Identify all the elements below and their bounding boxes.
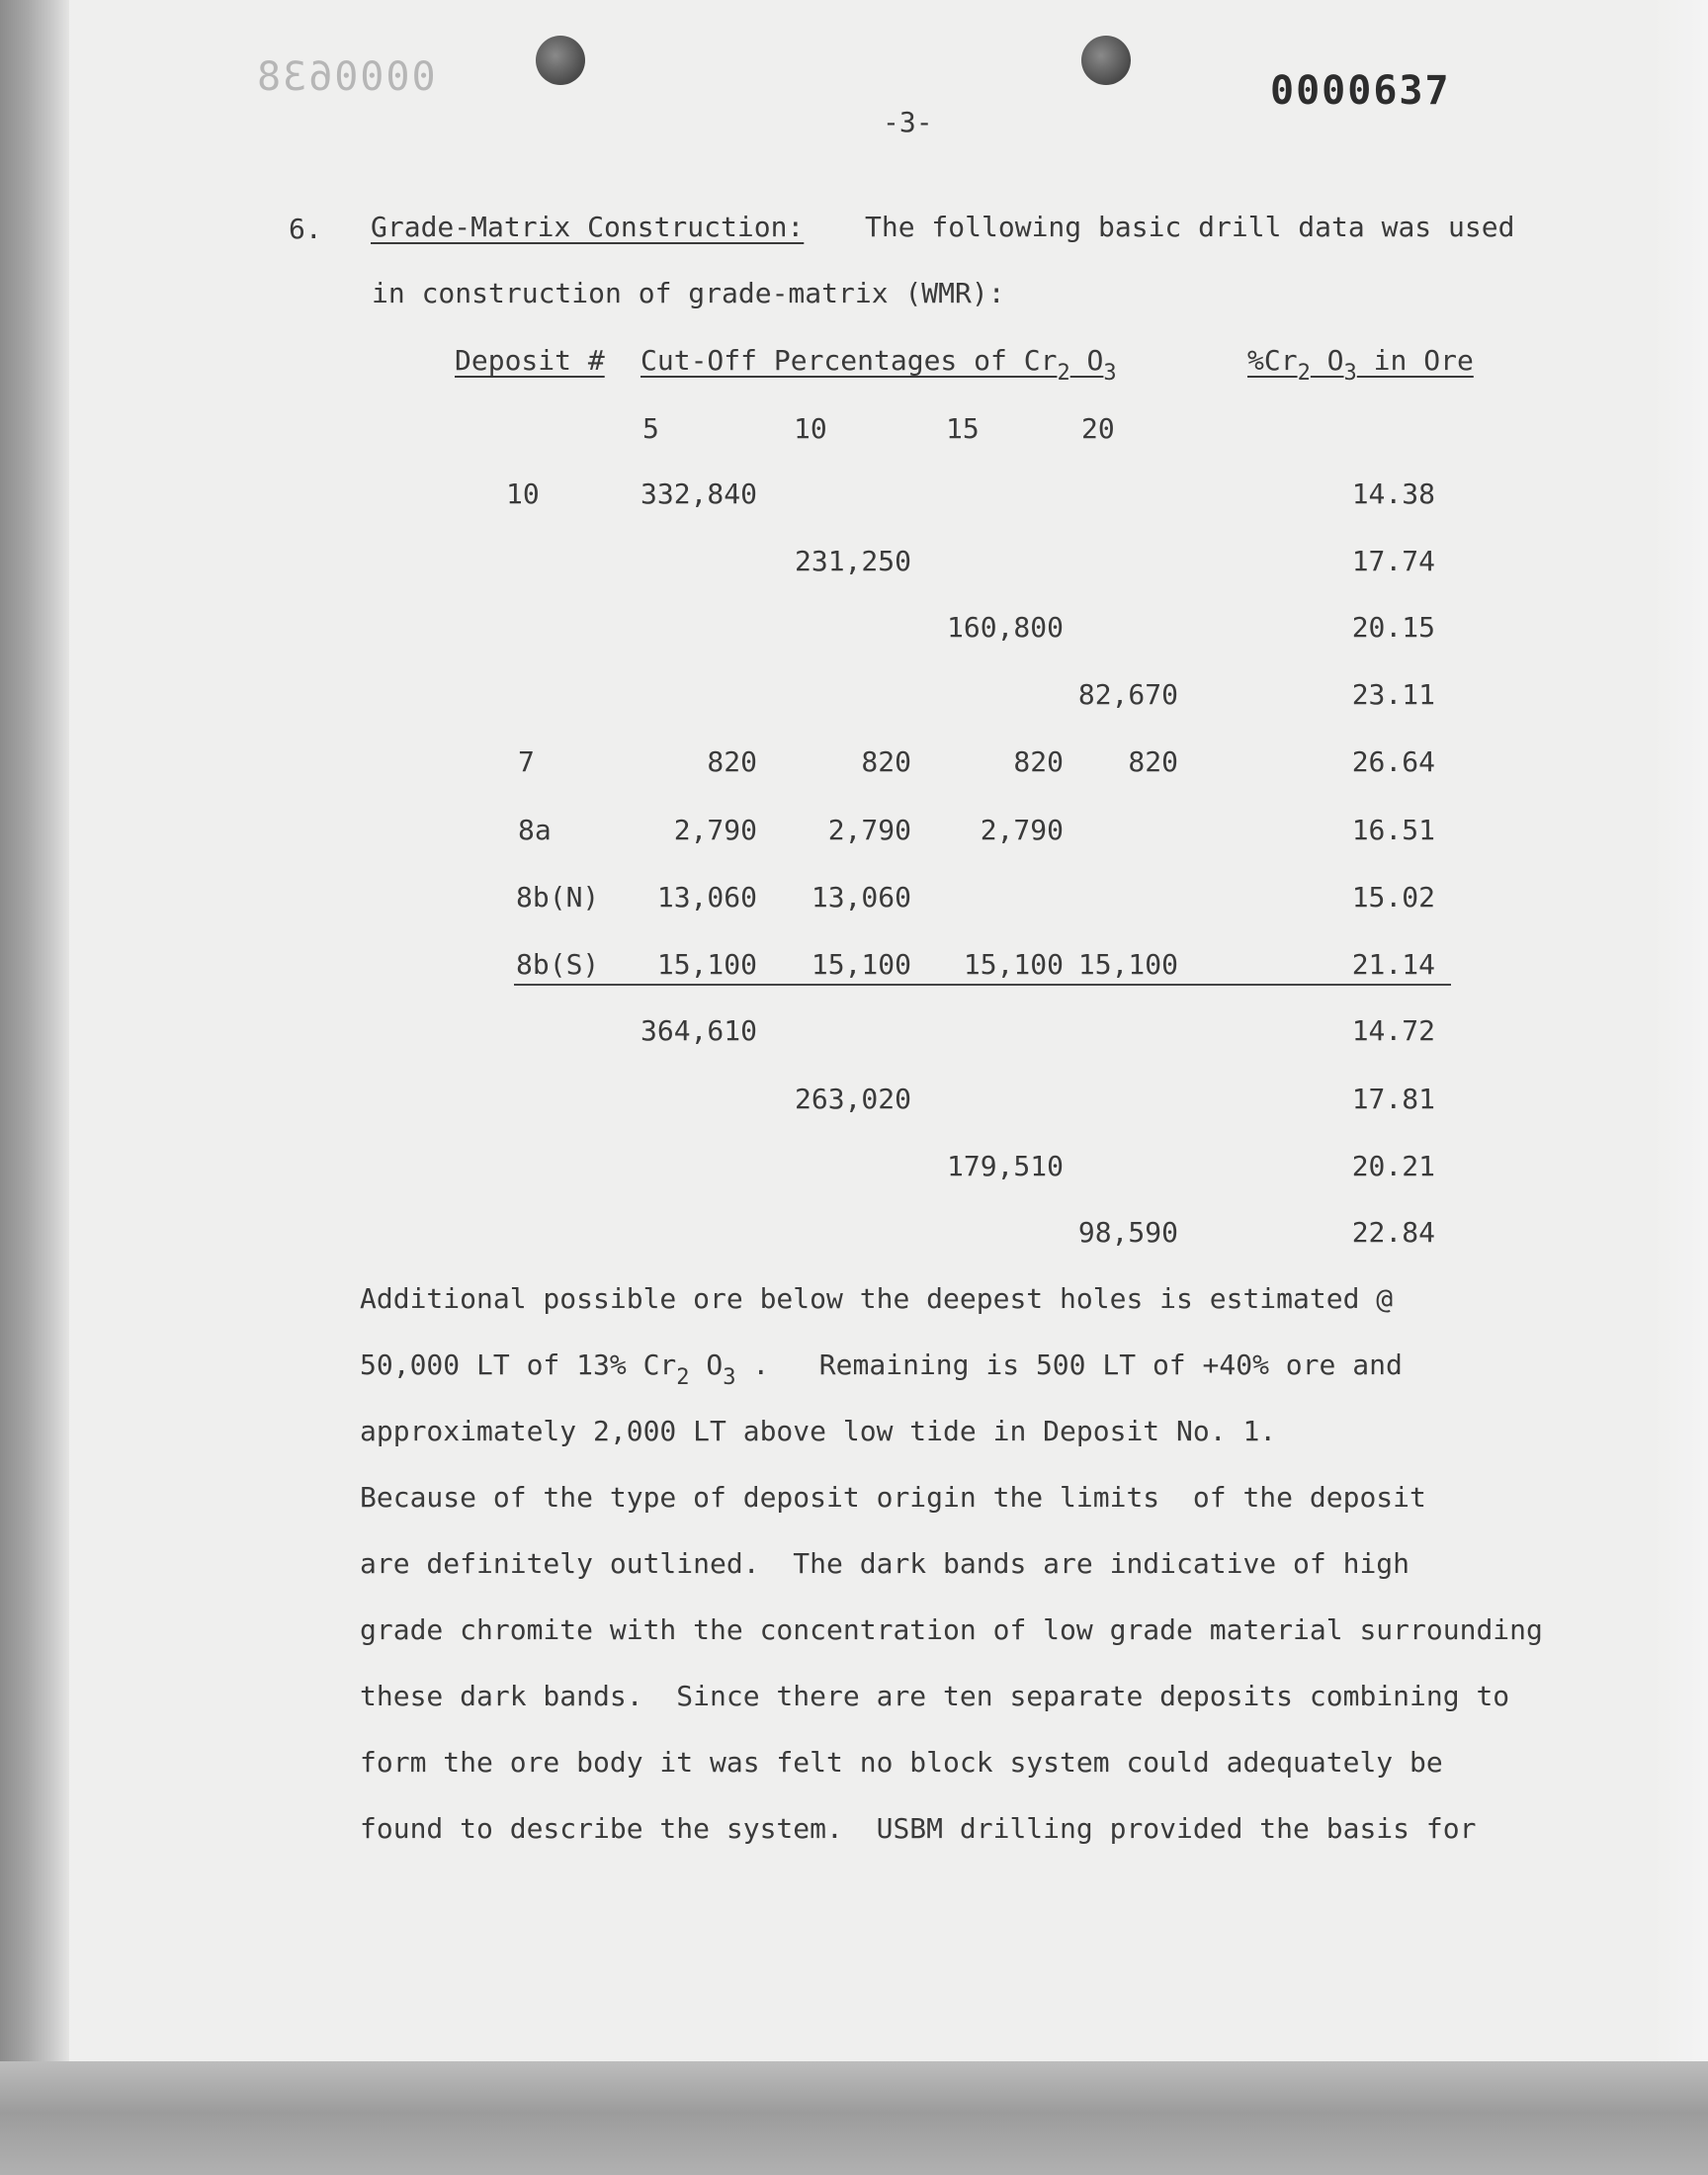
punch-hole-right [1081,36,1131,85]
cutoff-10: 10 [794,412,827,445]
body-line: form the ore body it was felt no block system could adequately be [360,1746,1443,1779]
ore-grade-cell: 26.64 [1351,745,1435,778]
punch-hole-left [536,36,585,85]
cutoff-5-cell: 332,840 [640,478,757,510]
totals-rule [514,984,1451,986]
body-line: grade chromite with the concentration of low grade material surrounding [360,1613,1543,1646]
ore-grade-cell: 17.74 [1351,545,1435,577]
cutoff-5-cell: 2,790 [673,814,757,846]
total-ore-grade: 20.21 [1351,1150,1435,1182]
bleed-through-id: 0000638 [255,54,436,100]
cutoff-15-cell: 2,790 [980,814,1064,846]
body-line: these dark bands. Since there are ten separate deposits combining to [360,1680,1510,1712]
cutoff-5-cell: 820 [707,745,757,778]
cutoff-20-cell: 15,100 [1077,948,1178,981]
body-line: 50,000 LT of 13% $Cr_2$ $O_3$ . Remaining is 500 LT of +40% ore and [360,1348,1403,1390]
cutoff-10-cell: 15,100 [811,948,911,981]
page-number: -3- [883,106,933,138]
ore-grade-cell: 20.15 [1351,611,1435,644]
bottom-edge-shadow [0,2061,1708,2175]
section-title: Grade-Matrix Construction: [371,211,805,243]
deposit-cell: 8b(N) [516,881,600,914]
total-cutoff-15: 179,510 [946,1150,1064,1182]
body-line: found to describe the system. USBM drilling provided the basis for [360,1812,1477,1845]
cutoff-5-cell: 15,100 [656,948,757,981]
cutoff-10-cell: 13,060 [811,881,911,914]
total-ore-grade: 17.81 [1351,1083,1435,1115]
total-ore-grade: 22.84 [1351,1216,1435,1249]
ore-grade-cell: 16.51 [1351,814,1435,846]
ore-grade-cell: 23.11 [1351,678,1435,711]
total-cutoff-10: 263,020 [794,1083,911,1115]
cutoff-20: 20 [1081,412,1115,445]
cutoff-5: 5 [642,412,659,445]
body-line: Additional possible ore below the deepest holes is estimated @ [360,1282,1394,1315]
document-number: 0000637 [1270,68,1451,114]
right-edge [1653,0,1708,2061]
section-number: 6. [289,213,322,245]
cutoff-15-cell: 15,100 [963,948,1064,981]
section-intro-line-2: in construction of grade-matrix (WMR): [372,277,1005,309]
left-edge-shadow [0,0,69,2175]
cutoff-20-cell: 820 [1128,745,1178,778]
deposit-cell: 10 [506,478,540,510]
total-ore-grade: 14.72 [1351,1014,1435,1047]
total-cutoff-20: 98,590 [1077,1216,1178,1249]
cutoff-column-header: Cut-Off Percentages of $Cr_2$ $O_3$ [640,344,1117,386]
cutoff-15-cell: 160,800 [946,611,1064,644]
deposit-column-header: Deposit # [455,344,605,377]
cutoff-10-cell: 2,790 [827,814,911,846]
total-cutoff-5: 364,610 [640,1014,757,1047]
deposit-cell: 8b(S) [516,948,600,981]
cutoff-20-cell: 82,670 [1077,678,1178,711]
deposit-cell: 8a [518,814,552,846]
body-line: Because of the type of deposit origin the limits of the deposit [360,1481,1426,1514]
ore-grade-cell: 14.38 [1351,478,1435,510]
cutoff-10-cell: 231,250 [794,545,911,577]
cutoff-15-cell: 820 [1013,745,1064,778]
body-line: are definitely outlined. The dark bands are indicative of high [360,1547,1410,1580]
ore-grade-cell: 15.02 [1351,881,1435,914]
section-intro-line-1: The following basic drill data was used [865,211,1515,243]
cutoff-5-cell: 13,060 [656,881,757,914]
deposit-cell: 7 [518,745,535,778]
cutoff-15: 15 [946,412,980,445]
body-line: approximately 2,000 LT above low tide in Deposit No. 1. [360,1415,1277,1447]
ore-column-header: $\%Cr_2$ $O_3$ in Ore [1247,344,1474,386]
ore-grade-cell: 21.14 [1351,948,1435,981]
cutoff-10-cell: 820 [861,745,911,778]
